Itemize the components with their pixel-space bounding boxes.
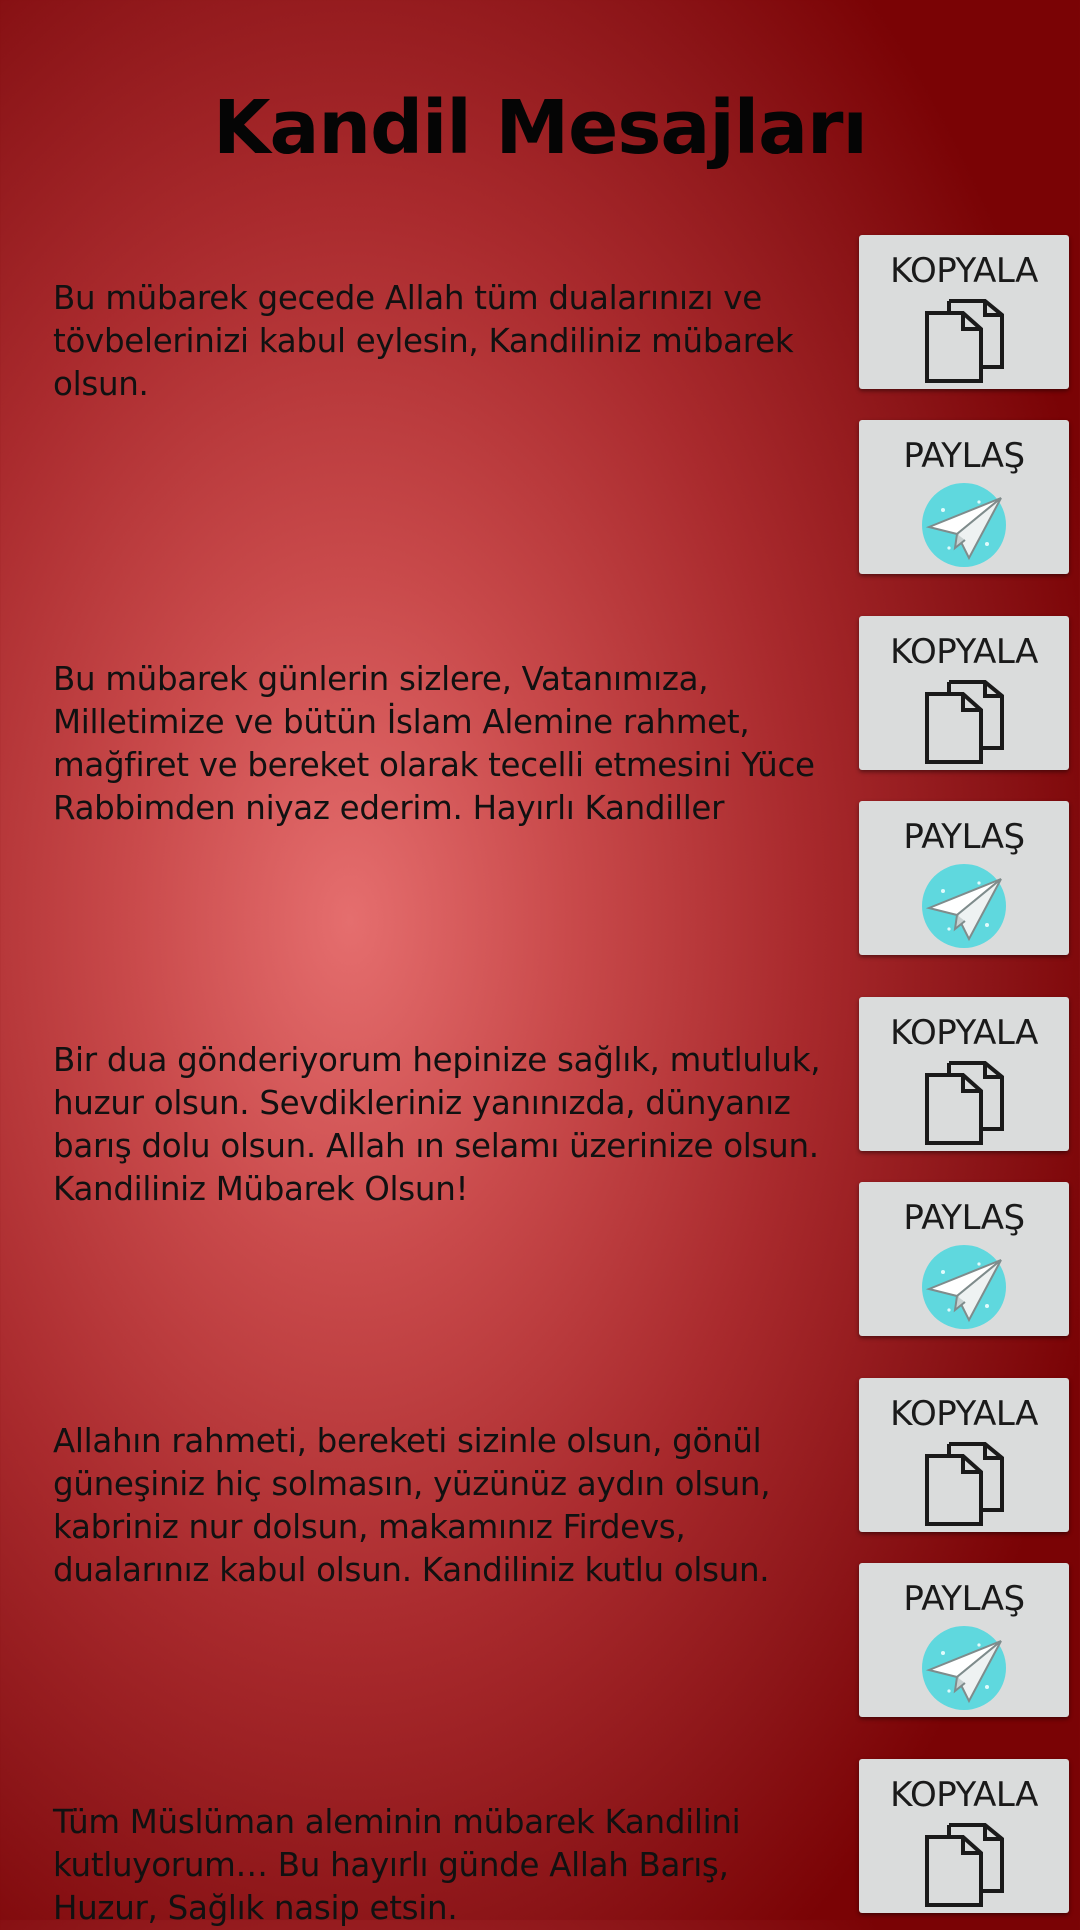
page-title: Kandil Mesajları xyxy=(213,85,867,171)
paper-plane-icon xyxy=(919,1623,1009,1713)
paper-plane-icon xyxy=(919,861,1009,951)
copy-button-label: KOPYALA xyxy=(890,251,1038,291)
copy-icon xyxy=(919,676,1009,766)
message-text: Allahın rahmeti, bereketi sizinle olsun, gönül güneşiniz hiç solmasın, yüzünüz aydın olsun, kabriniz nur dolsun, makamınız Firdevs, dualarınız kabul olsun. Kandiliniz kutlu olsun. xyxy=(53,1422,771,1589)
share-button-label: PAYLAŞ xyxy=(903,817,1025,857)
share-button-label: PAYLAŞ xyxy=(903,436,1025,476)
copy-button-label: KOPYALA xyxy=(890,1394,1038,1434)
copy-button[interactable] xyxy=(859,616,1069,770)
message-text: Tüm Müslüman aleminin mübarek Kandilini kutluyorum… Bu hayırlı günde Allah Barış, Huzur, Sağlık nasip etsin. xyxy=(53,1803,741,1927)
copy-button-label: KOPYALA xyxy=(890,1775,1038,1815)
copy-icon xyxy=(919,1819,1009,1909)
paper-plane-icon xyxy=(919,480,1009,570)
copy-icon xyxy=(919,1438,1009,1528)
message-text: Bir dua gönderiyorum hepinize sağlık, mutluluk, huzur olsun. Sevdikleriniz yanınızda, dünyanız barış dolu olsun. Allah ın selamı üzerinize olsun. Kandiliniz Mübarek Olsun! xyxy=(53,1041,821,1208)
message-text: Bu mübarek günlerin sizlere, Vatanımıza, Milletimize ve bütün İslam Alemine rahmet, mağfiret ve bereket olarak tecelli etmesini Yüce Rabbimden niyaz ederim. Hayırlı Kandiller xyxy=(53,660,815,827)
copy-button[interactable] xyxy=(859,997,1069,1151)
share-button[interactable] xyxy=(859,801,1069,955)
share-button[interactable] xyxy=(859,1182,1069,1336)
share-button[interactable] xyxy=(859,1563,1069,1717)
copy-button-label: KOPYALA xyxy=(890,1013,1038,1053)
copy-button[interactable] xyxy=(859,235,1069,389)
copy-icon xyxy=(919,1057,1009,1147)
message-text: Bu mübarek gecede Allah tüm dualarınızı ve tövbelerinizi kabul eylesin, Kandiliniz mübarek olsun. xyxy=(53,279,794,403)
paper-plane-icon xyxy=(919,1242,1009,1332)
share-button[interactable] xyxy=(859,420,1069,574)
copy-icon xyxy=(919,295,1009,385)
copy-button[interactable] xyxy=(859,1759,1069,1913)
copy-button-label: KOPYALA xyxy=(890,632,1038,672)
share-button-label: PAYLAŞ xyxy=(903,1198,1025,1238)
share-button-label: PAYLAŞ xyxy=(903,1579,1025,1619)
copy-button[interactable] xyxy=(859,1378,1069,1532)
